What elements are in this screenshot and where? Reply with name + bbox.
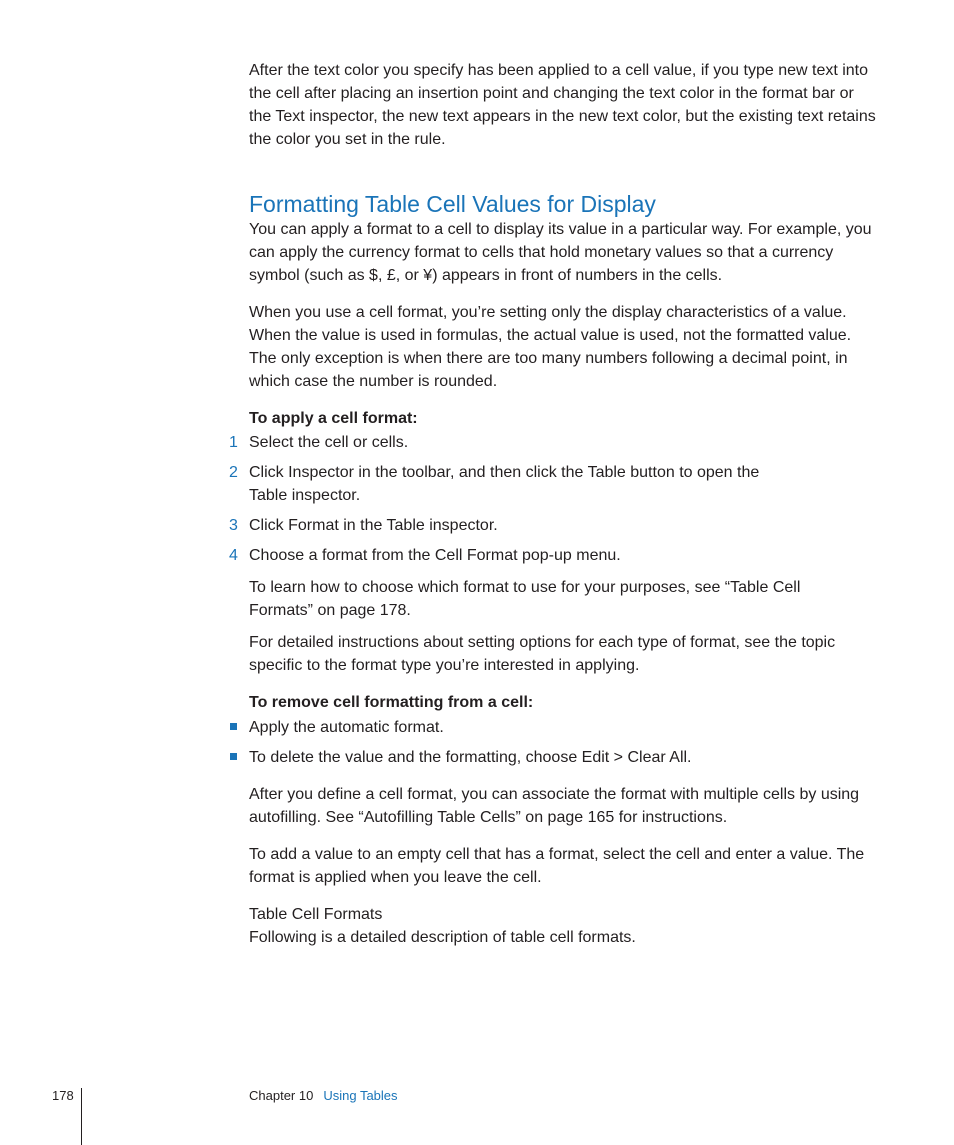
step-text: Click Format in the Table inspector. xyxy=(249,517,498,534)
body-paragraph: You can apply a format to a cell to display its value in a particular way. For example, you can apply the currency format to cells that hold monetary values so that a currency symbol (such as $, £, or ¥) appears in front of numbers in the cells. xyxy=(249,221,872,284)
step-number: 2 xyxy=(229,464,238,481)
section-heading: Formatting Table Cell Values for Display xyxy=(249,191,656,217)
step-note: For detailed instructions about setting options for each type of format, see the topic specific to the format type you’re interested in applying. xyxy=(249,634,836,674)
footer-divider xyxy=(81,1088,82,1145)
step-number: 4 xyxy=(229,547,238,564)
body-paragraph: After you define a cell format, you can associate the format with multiple cells by using autofilling. See “Autofilling Table Cells” on page 165 for instructions. xyxy=(249,786,860,826)
body-paragraph: To add a value to an empty cell that has a format, select the cell and enter a value. The format is applied when you leave the cell. xyxy=(249,846,865,886)
step-text: Click Inspector in the toolbar, and then click the Table button to open the Table inspector. xyxy=(249,464,760,504)
intro-paragraph: After the text color you specify has been applied to a cell value, if you type new text into the cell after placing an insertion point and changing the text color in the format bar or the Text inspector, the new text appears in the new text color, but the existing text retains the color you set in the rule. xyxy=(249,62,876,148)
step-number: 1 xyxy=(229,434,238,451)
bullet-square-icon xyxy=(230,753,237,760)
step-number: 3 xyxy=(229,517,238,534)
subsection-heading: Table Cell Formats xyxy=(249,906,383,923)
bullet-square-icon xyxy=(230,723,237,730)
body-paragraph: When you use a cell format, you’re setting only the display characteristics of a value. When the value is used in formulas, the actual value is used, not the formatted value. The only exception is when there are too many numbers following a decimal point, in which case the number is rounded. xyxy=(249,304,852,390)
chapter-label: Chapter 10 xyxy=(249,1088,314,1103)
subsection-text: Following is a detailed description of table cell formats. xyxy=(249,929,636,946)
chapter-title-link[interactable]: Using Tables xyxy=(323,1088,398,1103)
bullet-text: Apply the automatic format. xyxy=(249,719,444,736)
step-text: Choose a format from the Cell Format pop-up menu. xyxy=(249,547,621,564)
step-text: Select the cell or cells. xyxy=(249,434,409,451)
bullet-text: To delete the value and the formatting, choose Edit > Clear All. xyxy=(249,749,692,766)
footer-chapter xyxy=(249,1088,398,1103)
page-number: 178 xyxy=(52,1088,74,1103)
step-note: To learn how to choose which format to use for your purposes, see “Table Cell Formats” on page 178. xyxy=(249,579,801,619)
remove-format-lead: To remove cell formatting from a cell: xyxy=(249,694,534,711)
apply-format-lead: To apply a cell format: xyxy=(249,410,418,427)
